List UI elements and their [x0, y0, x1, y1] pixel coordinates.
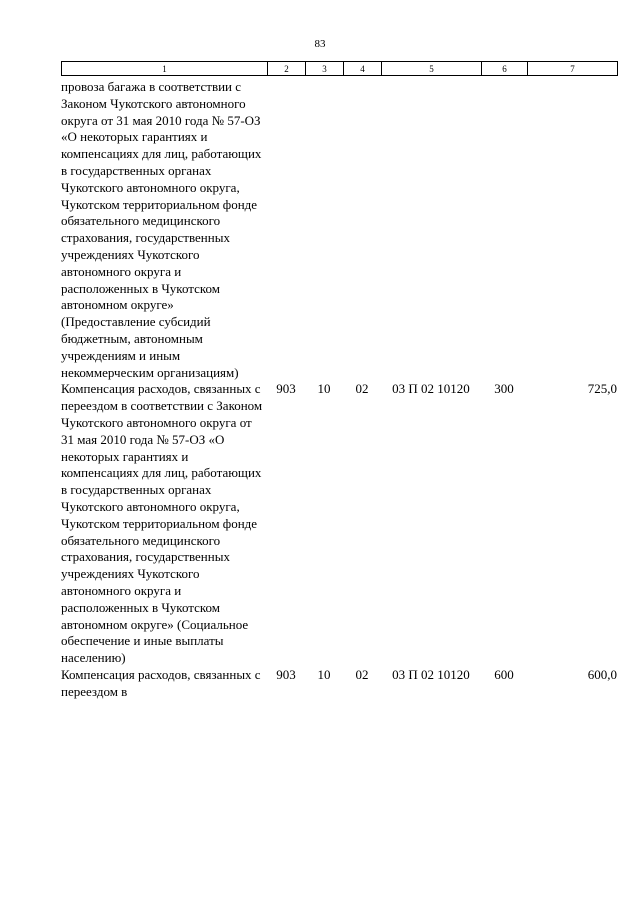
- row-amount: 725,0: [587, 381, 617, 397]
- row-code-ministry: [267, 79, 305, 381]
- row-subsection: [343, 79, 381, 381]
- column-header-5: 5: [382, 62, 482, 76]
- row-code-ministry: 903: [276, 666, 296, 682]
- row-expense-type: 300: [494, 381, 514, 397]
- row-subsection: 02: [355, 666, 369, 682]
- page-number: 83: [314, 38, 326, 50]
- row-target-article: 03 П 02 10120: [392, 381, 470, 397]
- row-code-ministry: 903: [276, 381, 296, 397]
- row-name: Компенсация расходов, связанных с переездом в соответствии с Законом Чукотского автономного округа от 31 мая 2010 года № 57-ОЗ «О некоторых гарантиях и компенсациях для лиц, работающих в государственных органах Чукотского автономного округа, Чукотском территориальном фонде обязательного медицинского страхования, государственных учреждениях Чукотского автономного округа и расположенных в Чукотском автономном округе» (Социальное обеспечение и иные выплаты населению): [61, 381, 263, 666]
- column-header-6: 6: [482, 62, 528, 76]
- budget-table: [61, 79, 617, 700]
- column-header-4: 4: [344, 62, 382, 76]
- table-row: [61, 79, 617, 381]
- table-row: [61, 667, 617, 701]
- column-header-7: 7: [528, 62, 618, 76]
- column-header-3: 3: [306, 62, 344, 76]
- row-amount: [527, 79, 617, 381]
- row-expense-type: [481, 79, 527, 381]
- row-section: 10: [317, 381, 331, 397]
- column-header-2: 2: [268, 62, 306, 76]
- row-name: провоза багажа в соответствии с Законом Чукотского автономного округа от 31 мая 2010 года № 57-ОЗ «О некоторых гарантиях и компенсациях для лиц, работающих в государственных органах Чукотского автономного округа, Чукотском территориальном фонде обязательного медицинского страхования, государственных учреждениях Чукотского автономного округа и расположенных в Чукотском автономном округе» (Предоставление субсидий бюджетным, автономным учреждениям и иным некоммерческим организациям): [61, 79, 262, 380]
- column-header-row: [61, 61, 618, 76]
- table-row: [61, 381, 617, 667]
- row-target-article: [381, 79, 481, 381]
- row-amount: 600,0: [587, 666, 617, 682]
- row-target-article: 03 П 02 10120: [392, 666, 470, 682]
- row-subsection: 02: [355, 381, 369, 397]
- row-name: Компенсация расходов, связанных с переездом в: [61, 666, 261, 699]
- row-section: 10: [317, 666, 331, 682]
- row-section: [305, 79, 343, 381]
- column-header-1: 1: [62, 62, 268, 76]
- row-expense-type: 600: [494, 666, 514, 682]
